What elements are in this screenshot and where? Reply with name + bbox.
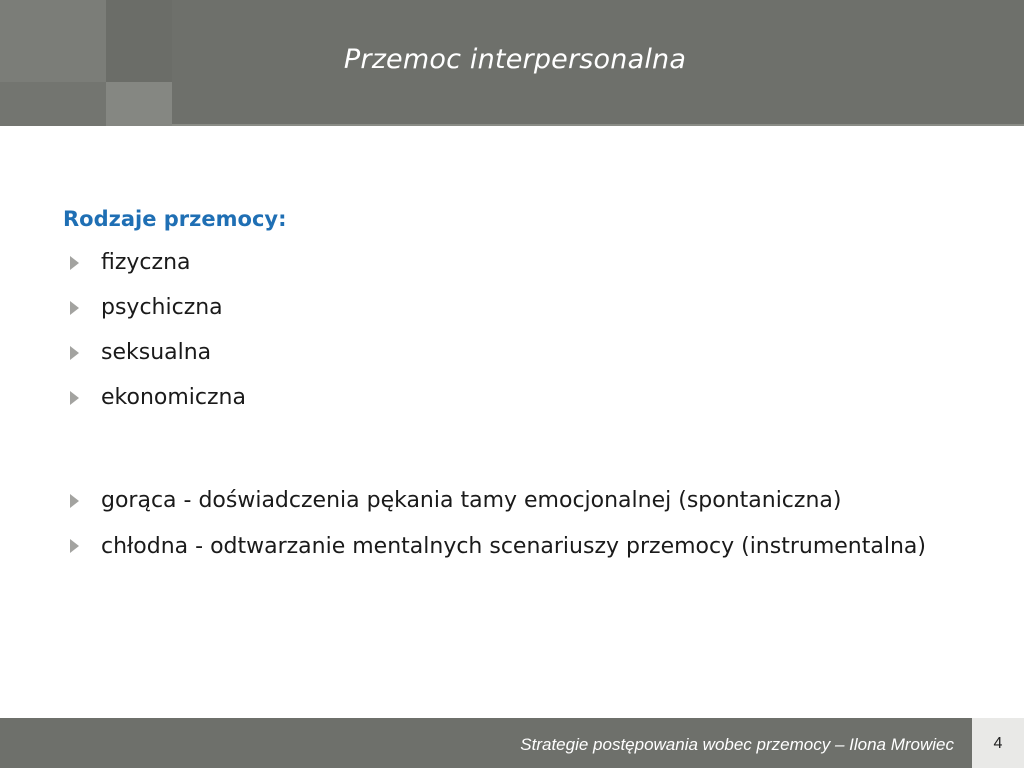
footer-text: Strategie postępowania wobec przemocy – Ilona Mrowiec [520,735,954,754]
list-item [63,292,963,324]
bullet-arrow-icon [70,539,79,553]
header-decoration [0,0,106,82]
page-number: 4 [993,735,1003,752]
slide-body [63,203,963,577]
list-item-text: seksualna [101,340,212,365]
list-item-text: ekonomiczna [101,385,246,410]
bullet-arrow-icon [70,391,79,405]
list-item [63,337,963,369]
list-item [63,485,963,517]
slide-header [0,0,1024,126]
bullet-arrow-icon [70,256,79,270]
list-item-text: gorąca - doświadczenia pękania tamy emocjonalnej (spontaniczna) [101,488,842,513]
list-item-text: chłodna - odtwarzanie mentalnych scenariuszy przemocy (instrumentalna) [101,534,926,559]
list-item [63,530,963,564]
header-decoration [106,0,172,82]
bullet-arrow-icon [70,346,79,360]
list-item-text: psychiczna [101,295,223,320]
bullet-arrow-icon [70,301,79,315]
bullet-arrow-icon [70,494,79,508]
list-item-text: fizyczna [101,250,191,275]
slide-title: Przemoc interpersonalna [343,44,687,75]
spacer [63,427,963,485]
list-item [63,382,963,414]
page-number-box [972,718,1024,768]
slide-footer [0,718,1024,768]
section-heading: Rodzaje przemocy: [63,207,287,231]
header-decoration [106,82,172,126]
header-decoration [0,82,106,126]
list-item [63,247,963,279]
